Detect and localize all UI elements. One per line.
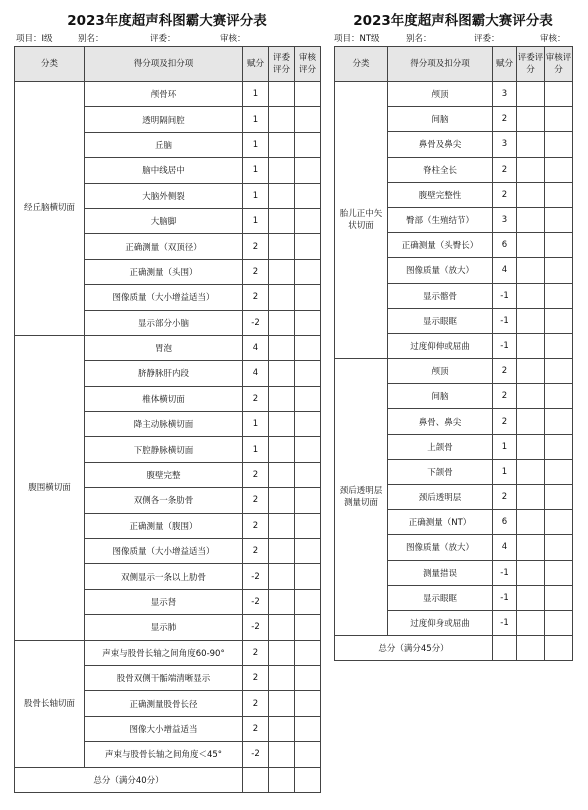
item-cell: 脑中线居中 — [85, 158, 243, 183]
audit-score-cell[interactable] — [295, 691, 321, 716]
category-cell: 经丘脑横切面 — [15, 82, 85, 336]
audit-score-cell[interactable] — [295, 589, 321, 614]
total-row — [335, 636, 573, 661]
judge-score-cell[interactable] — [269, 107, 295, 132]
score-cell: 2 — [493, 107, 517, 132]
judge-score-cell[interactable] — [269, 437, 295, 462]
judge-score-cell[interactable] — [269, 589, 295, 614]
judge-score-cell[interactable] — [269, 335, 295, 360]
score-cell: 1 — [243, 208, 269, 233]
judge-score-cell[interactable] — [269, 183, 295, 208]
item-cell: 过度仰身或屈曲 — [388, 610, 493, 635]
audit-score-cell[interactable] — [545, 535, 573, 560]
judge-score-cell[interactable] — [269, 564, 295, 589]
audit-score-cell[interactable] — [295, 462, 321, 487]
audit-score-cell[interactable] — [545, 157, 573, 182]
audit-score-cell[interactable] — [545, 233, 573, 258]
judge-score-cell[interactable] — [269, 234, 295, 259]
item-cell: 鼻骨及鼻尖 — [388, 132, 493, 157]
item-cell: 双侧显示一条以上肋骨 — [85, 564, 243, 589]
score-cell: 4 — [243, 361, 269, 386]
auditor-label: 审核： — [220, 34, 246, 44]
judge-score-cell[interactable] — [269, 208, 295, 233]
item-cell: 显示部分小脑 — [85, 310, 243, 335]
item-cell: 正确测量（腹围） — [85, 513, 243, 538]
category-cell: 颈后透明层测量切面 — [335, 359, 388, 636]
audit-score-cell[interactable] — [295, 107, 321, 132]
header-audit-score: 审核评分 — [545, 47, 573, 82]
judge-score-cell[interactable] — [269, 539, 295, 564]
category-cell: 股骨长轴切面 — [15, 640, 85, 767]
score-cell: 2 — [243, 259, 269, 284]
judge-score-cell[interactable] — [269, 412, 295, 437]
item-cell: 正确测量（头臀长） — [388, 233, 493, 258]
judge-score-cell[interactable] — [269, 310, 295, 335]
project-label: 项目：NT级 — [334, 34, 380, 44]
judge-score-cell[interactable] — [517, 82, 545, 107]
header-audit-score: 审核评分 — [295, 47, 321, 82]
item-cell: 双侧各一条肋骨 — [85, 488, 243, 513]
audit-score-cell[interactable] — [295, 716, 321, 741]
item-cell: 颅顶 — [388, 82, 493, 107]
audit-score-cell[interactable] — [545, 510, 573, 535]
judge-score-cell[interactable] — [517, 510, 545, 535]
judge-score-cell[interactable] — [269, 462, 295, 487]
judge-score-cell[interactable] — [517, 333, 545, 358]
header-items: 得分项及扣分项 — [388, 47, 493, 82]
item-cell: 脐静脉肝内段 — [85, 361, 243, 386]
sheet-meta — [334, 32, 572, 46]
score-cell: 2 — [243, 640, 269, 665]
reviewer-label: 评委： — [474, 34, 500, 44]
judge-score-cell[interactable] — [269, 259, 295, 284]
score-cell: 2 — [243, 488, 269, 513]
audit-score-cell[interactable] — [545, 283, 573, 308]
total-audit-cell[interactable] — [545, 636, 573, 661]
item-cell: 透明隔间腔 — [85, 107, 243, 132]
item-cell: 图像大小增益适当 — [85, 716, 243, 741]
judge-score-cell[interactable] — [269, 158, 295, 183]
score-cell: -2 — [243, 589, 269, 614]
item-cell: 正确测量股骨长径 — [85, 691, 243, 716]
audit-score-cell[interactable] — [295, 412, 321, 437]
audit-score-cell[interactable] — [295, 183, 321, 208]
item-cell: 股骨双侧干骺端清晰显示 — [85, 665, 243, 690]
audit-score-cell[interactable] — [295, 640, 321, 665]
item-cell: 间脑 — [388, 107, 493, 132]
table-row — [335, 82, 573, 107]
audit-score-cell[interactable] — [295, 539, 321, 564]
auditor-label: 审核： — [540, 34, 566, 44]
judge-score-cell[interactable] — [517, 585, 545, 610]
item-cell: 图像质量（放大） — [388, 535, 493, 560]
audit-score-cell[interactable] — [295, 386, 321, 411]
header-category: 分类 — [335, 47, 388, 82]
audit-score-cell[interactable] — [295, 361, 321, 386]
audit-score-cell[interactable] — [545, 132, 573, 157]
audit-score-cell[interactable] — [545, 308, 573, 333]
item-cell: 胃泡 — [85, 335, 243, 360]
audit-score-cell[interactable] — [295, 513, 321, 538]
total-label: 总分（满分45分） — [335, 636, 493, 661]
score-cell: 1 — [243, 412, 269, 437]
audit-score-cell[interactable] — [295, 564, 321, 589]
judge-score-cell[interactable] — [517, 132, 545, 157]
audit-score-cell[interactable] — [545, 409, 573, 434]
audit-score-cell[interactable] — [545, 384, 573, 409]
judge-score-cell[interactable] — [269, 82, 295, 107]
score-cell: -2 — [243, 564, 269, 589]
judge-score-cell[interactable] — [517, 157, 545, 182]
total-row — [15, 767, 321, 792]
item-cell: 声束与股骨长轴之间角度60-90° — [85, 640, 243, 665]
item-cell: 腹壁完整 — [85, 462, 243, 487]
score-cell: 2 — [493, 384, 517, 409]
audit-score-cell[interactable] — [295, 742, 321, 767]
category-cell: 胎儿正中矢状切面 — [335, 82, 388, 359]
score-cell: 4 — [493, 258, 517, 283]
audit-score-cell[interactable] — [545, 82, 573, 107]
judge-score-cell[interactable] — [517, 610, 545, 635]
item-cell: 鼻骨、鼻尖 — [388, 409, 493, 434]
item-cell: 图像质量（大小增益适当） — [85, 285, 243, 310]
total-judge-cell[interactable] — [269, 767, 295, 792]
judge-score-cell[interactable] — [517, 485, 545, 510]
project-label: 项目：I级 — [16, 34, 53, 44]
audit-score-cell[interactable] — [545, 585, 573, 610]
score-cell: 4 — [493, 535, 517, 560]
audit-score-cell[interactable] — [545, 610, 573, 635]
judge-score-cell[interactable] — [517, 560, 545, 585]
score-cell: -2 — [243, 742, 269, 767]
judge-score-cell[interactable] — [517, 182, 545, 207]
item-cell: 显示肾 — [85, 589, 243, 614]
item-cell: 腹壁完整性 — [388, 182, 493, 207]
item-cell: 正确测量（双顶径） — [85, 234, 243, 259]
score-sheet-nt — [334, 10, 572, 661]
item-cell: 颅顶 — [388, 359, 493, 384]
total-label: 总分（满分40分） — [15, 767, 243, 792]
judge-score-cell[interactable] — [269, 513, 295, 538]
audit-score-cell[interactable] — [295, 132, 321, 157]
audit-score-cell[interactable] — [545, 258, 573, 283]
item-cell: 大脑外侧裂 — [85, 183, 243, 208]
item-cell: 上颌骨 — [388, 434, 493, 459]
item-cell: 图像质量（大小增益适当） — [85, 539, 243, 564]
header-judge-score: 评委评分 — [269, 47, 295, 82]
score-cell: 2 — [243, 665, 269, 690]
audit-score-cell[interactable] — [545, 207, 573, 232]
item-cell: 显示髂骨 — [388, 283, 493, 308]
item-cell: 脊柱全长 — [388, 157, 493, 182]
reviewer-label: 评委： — [150, 34, 176, 44]
table-header-row — [335, 47, 573, 82]
judge-score-cell[interactable] — [269, 132, 295, 157]
header-category: 分类 — [15, 47, 85, 82]
audit-score-cell[interactable] — [295, 615, 321, 640]
table-row — [335, 359, 573, 384]
judge-score-cell[interactable] — [269, 691, 295, 716]
score-cell: -2 — [243, 615, 269, 640]
alias-label: 别名： — [78, 34, 104, 44]
audit-score-cell[interactable] — [545, 560, 573, 585]
judge-score-cell[interactable] — [517, 308, 545, 333]
audit-score-cell[interactable] — [295, 208, 321, 233]
audit-score-cell[interactable] — [295, 437, 321, 462]
audit-score-cell[interactable] — [295, 285, 321, 310]
audit-score-cell[interactable] — [295, 488, 321, 513]
judge-score-cell[interactable] — [517, 233, 545, 258]
judge-score-cell[interactable] — [517, 258, 545, 283]
table-row — [15, 640, 321, 665]
judge-score-cell[interactable] — [517, 459, 545, 484]
judge-score-cell[interactable] — [269, 285, 295, 310]
item-cell: 显示眼眶 — [388, 308, 493, 333]
audit-score-cell[interactable] — [545, 333, 573, 358]
score-table — [14, 46, 321, 793]
score-cell: 1 — [243, 158, 269, 183]
score-cell: 2 — [493, 359, 517, 384]
score-cell: 1 — [243, 132, 269, 157]
score-sheet-level-1 — [14, 10, 320, 793]
score-cell: 2 — [493, 409, 517, 434]
audit-score-cell[interactable] — [295, 310, 321, 335]
score-cell: -1 — [493, 283, 517, 308]
header-items: 得分项及扣分项 — [85, 47, 243, 82]
audit-score-cell[interactable] — [295, 234, 321, 259]
score-table — [334, 46, 573, 661]
score-cell: 2 — [243, 234, 269, 259]
item-cell: 降主动脉横切面 — [85, 412, 243, 437]
judge-score-cell[interactable] — [269, 488, 295, 513]
score-cell: -1 — [493, 333, 517, 358]
audit-score-cell[interactable] — [295, 665, 321, 690]
audit-score-cell[interactable] — [545, 485, 573, 510]
judge-score-cell[interactable] — [517, 434, 545, 459]
audit-score-cell[interactable] — [545, 107, 573, 132]
judge-score-cell[interactable] — [517, 283, 545, 308]
score-cell: -1 — [493, 585, 517, 610]
audit-score-cell[interactable] — [545, 359, 573, 384]
judge-score-cell[interactable] — [269, 640, 295, 665]
judge-score-cell[interactable] — [269, 361, 295, 386]
item-cell: 声束与股骨长轴之间角度＜45° — [85, 742, 243, 767]
judge-score-cell[interactable] — [269, 716, 295, 741]
header-judge-score: 评委评分 — [517, 47, 545, 82]
score-cell: -1 — [493, 308, 517, 333]
header-score: 赋分 — [243, 47, 269, 82]
score-cell: 1 — [493, 459, 517, 484]
score-cell: -1 — [493, 560, 517, 585]
item-cell: 颈后透明层 — [388, 485, 493, 510]
table-header-row — [15, 47, 321, 82]
judge-score-cell[interactable] — [517, 107, 545, 132]
item-cell: 图像质量（放大） — [388, 258, 493, 283]
item-cell: 臀部（生殖结节） — [388, 207, 493, 232]
score-cell: 2 — [243, 285, 269, 310]
score-cell: 3 — [493, 82, 517, 107]
judge-score-cell[interactable] — [517, 409, 545, 434]
score-cell: 2 — [243, 716, 269, 741]
item-cell: 显示眼眶 — [388, 585, 493, 610]
item-cell: 测量措误 — [388, 560, 493, 585]
header-score: 赋分 — [493, 47, 517, 82]
audit-score-cell[interactable] — [295, 82, 321, 107]
item-cell: 下颌骨 — [388, 459, 493, 484]
sheet-meta — [14, 32, 320, 46]
audit-score-cell[interactable] — [295, 335, 321, 360]
score-cell: 6 — [493, 510, 517, 535]
category-cell: 腹围横切面 — [15, 335, 85, 640]
judge-score-cell[interactable] — [269, 615, 295, 640]
score-cell: 2 — [243, 386, 269, 411]
score-cell: 2 — [243, 691, 269, 716]
audit-score-cell[interactable] — [545, 434, 573, 459]
score-cell: -2 — [243, 310, 269, 335]
audit-score-cell[interactable] — [295, 158, 321, 183]
item-cell: 间脑 — [388, 384, 493, 409]
score-cell: 2 — [243, 539, 269, 564]
score-cell: 2 — [243, 462, 269, 487]
judge-score-cell[interactable] — [517, 384, 545, 409]
score-cell: 1 — [243, 437, 269, 462]
item-cell: 下腔静脉横切面 — [85, 437, 243, 462]
judge-score-cell[interactable] — [517, 359, 545, 384]
score-cell: 1 — [493, 434, 517, 459]
total-score-cell — [493, 636, 517, 661]
score-cell: 3 — [493, 207, 517, 232]
item-cell: 椎体横切面 — [85, 386, 243, 411]
judge-score-cell[interactable] — [517, 207, 545, 232]
score-cell: 1 — [243, 183, 269, 208]
judge-score-cell[interactable] — [269, 386, 295, 411]
judge-score-cell[interactable] — [517, 535, 545, 560]
item-cell: 显示肺 — [85, 615, 243, 640]
table-row — [15, 82, 321, 107]
audit-score-cell[interactable] — [545, 459, 573, 484]
alias-label: 别名： — [406, 34, 432, 44]
total-score-cell — [243, 767, 269, 792]
table-row — [15, 335, 321, 360]
score-cell: 2 — [493, 157, 517, 182]
score-cell: 1 — [243, 107, 269, 132]
score-cell: 1 — [243, 82, 269, 107]
judge-score-cell[interactable] — [269, 742, 295, 767]
score-cell: 2 — [493, 182, 517, 207]
audit-score-cell[interactable] — [545, 182, 573, 207]
total-judge-cell[interactable] — [517, 636, 545, 661]
score-cell: 2 — [493, 485, 517, 510]
score-cell: 6 — [493, 233, 517, 258]
judge-score-cell[interactable] — [269, 665, 295, 690]
item-cell: 正确测量（头围） — [85, 259, 243, 284]
score-cell: 2 — [243, 513, 269, 538]
score-cell: -1 — [493, 610, 517, 635]
sheet-title: 2023年度超声科图霸大赛评分表 — [353, 13, 553, 29]
audit-score-cell[interactable] — [295, 259, 321, 284]
item-cell: 大脑脚 — [85, 208, 243, 233]
score-cell: 3 — [493, 132, 517, 157]
item-cell: 颅骨环 — [85, 82, 243, 107]
total-audit-cell[interactable] — [295, 767, 321, 792]
item-cell: 过度仰伸或屈曲 — [388, 333, 493, 358]
score-cell: 4 — [243, 335, 269, 360]
item-cell: 正确测量（NT） — [388, 510, 493, 535]
item-cell: 丘脑 — [85, 132, 243, 157]
sheet-title: 2023年度超声科图霸大赛评分表 — [67, 13, 267, 29]
